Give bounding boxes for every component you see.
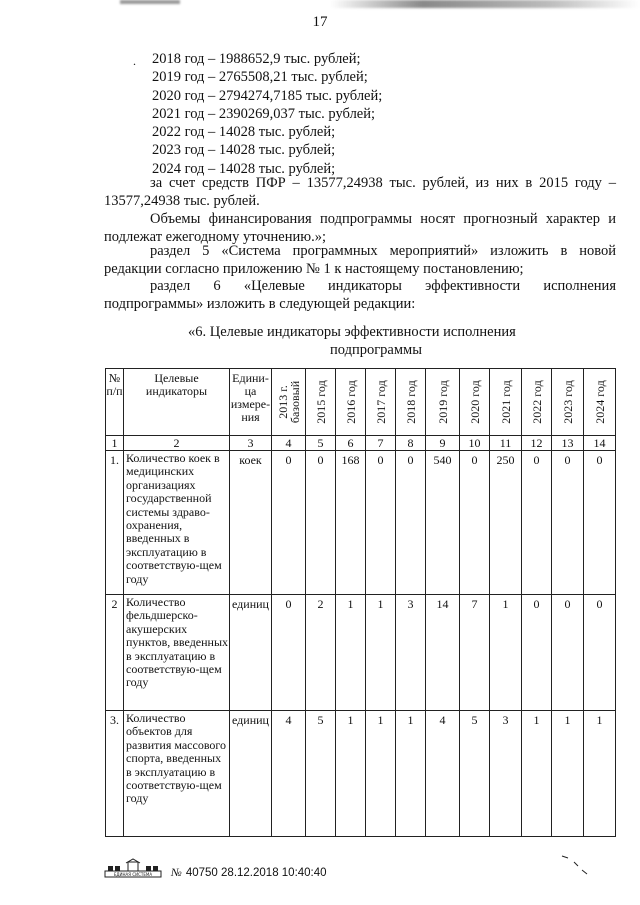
section-title-line: «6. Целевые индикаторы эффективности исполнения [188, 324, 516, 340]
row-indicator: Количество фельдшерско-акушерских пунктов, введенных в эксплуатацию в соответствую-щем году [124, 595, 230, 711]
registration-stamp-text [171, 867, 327, 879]
column-number: 11 [490, 436, 522, 451]
row-num: 1. [106, 451, 124, 595]
header-year-text: 2016 год [343, 380, 358, 424]
scan-artifact [330, 0, 640, 8]
row-unit: единиц [230, 711, 272, 837]
section5-paragraph [104, 242, 616, 278]
registration-datetime: 28.12.2018 10:40:40 [221, 867, 327, 879]
header-year [306, 369, 336, 436]
svg-text:ЕДИНАЯ СИСТЕМА: ЕДИНАЯ СИСТЕМА [113, 872, 153, 877]
column-number: 13 [552, 436, 584, 451]
registry-stamp-logo [104, 858, 162, 880]
row-value: 0 [272, 451, 306, 595]
row-value: 0 [552, 595, 584, 711]
row-value: 250 [490, 451, 522, 595]
row-value: 1 [366, 595, 396, 711]
list-item: 2019 год – 2765508,21 тыс. рублей; [152, 69, 368, 86]
forecast-paragraph [104, 210, 616, 246]
header-year [552, 369, 584, 436]
paragraph-line: подлежат ежегодному уточнению.»; [104, 229, 326, 245]
paragraph-line: редакции согласно приложению № 1 к настоящему постановлению; [104, 261, 524, 277]
header-year [460, 369, 490, 436]
header-year-text: 2021 год [498, 380, 513, 424]
row-value: 1 [396, 711, 426, 837]
list-item: 2018 год – 1988652,9 тыс. рублей; [152, 51, 361, 67]
row-value: 168 [336, 451, 366, 595]
scan-artifact [120, 0, 180, 4]
header-unit: Едини-ца измере-ния [230, 369, 272, 436]
row-value: 1 [336, 595, 366, 711]
row-value: 1 [336, 711, 366, 837]
header-year-text: 2020 год [467, 380, 482, 424]
row-value: 1 [366, 711, 396, 837]
row-value: 3 [396, 595, 426, 711]
header-year [366, 369, 396, 436]
header-indicator: Целевые индикаторы [124, 369, 230, 436]
header-year [336, 369, 366, 436]
row-value: 4 [426, 711, 460, 837]
header-year [272, 369, 306, 436]
list-item: 2021 год – 2390269,037 тыс. рублей; [152, 105, 376, 122]
header-year-text: 2023 год [560, 380, 575, 424]
row-value: 1 [552, 711, 584, 837]
row-num: 2 [106, 595, 124, 711]
list-item: 2020 год – 2794274,7185 тыс. рублей; [152, 87, 383, 104]
header-year [522, 369, 552, 436]
row-value: 1 [490, 595, 522, 711]
header-year [396, 369, 426, 436]
row-value: 0 [396, 451, 426, 595]
paragraph-line: подпрограммы» изложить в следующей редакции: [104, 296, 416, 312]
row-value: 14 [426, 595, 460, 711]
table-row [106, 595, 616, 711]
funding-by-year-list [152, 50, 382, 178]
section-title-line: подпрограммы [330, 342, 422, 358]
pen-mark [560, 852, 590, 876]
page-number: 17 [312, 14, 328, 30]
header-year-text: 2015 год [313, 380, 328, 424]
list-item: 2023 год – 14028 тыс. рублей; [152, 142, 336, 159]
row-value: 0 [366, 451, 396, 595]
table-header-row [106, 369, 616, 436]
row-value: 0 [584, 595, 616, 711]
table-row [106, 711, 616, 837]
row-value: 0 [522, 451, 552, 595]
row-value: 0 [272, 595, 306, 711]
row-value: 7 [460, 595, 490, 711]
header-num: № п/п [106, 369, 124, 436]
column-number: 4 [272, 436, 306, 451]
header-year-text: 2019 год [435, 380, 450, 424]
row-value: 0 [460, 451, 490, 595]
row-unit: единиц [230, 595, 272, 711]
column-number: 14 [584, 436, 616, 451]
paragraph-line: раздел 5 «Система программных мероприятий» изложить в новой [150, 243, 616, 259]
row-value: 1 [522, 711, 552, 837]
row-indicator: Количество коек в медицинских организациях государственной системы здраво-охранения, введенных в эксплуатацию в соответствую-щем году [124, 451, 230, 595]
row-num: 3. [106, 711, 124, 837]
paragraph-line: Объемы финансирования подпрограммы носят прогнозный характер и [150, 211, 616, 227]
paragraph-line: за счет средств ПФР – 13577,24938 тыс. рублей, из них в 2015 году – [150, 175, 616, 191]
paragraph-line: 13577,24938 тыс. рублей. [104, 193, 260, 209]
scan-dot: . [133, 54, 136, 68]
row-value: 5 [460, 711, 490, 837]
section6-paragraph [104, 277, 616, 313]
header-year-text: 2017 год [373, 380, 388, 424]
table-row [106, 451, 616, 595]
header-year-text: 2018 год [403, 380, 418, 424]
header-year [426, 369, 460, 436]
column-number: 9 [426, 436, 460, 451]
row-value: 540 [426, 451, 460, 595]
header-year-text: 2013 г. базовый [275, 380, 302, 424]
header-year [584, 369, 616, 436]
list-item: 2022 год – 14028 тыс. рублей; [152, 124, 336, 141]
column-number: 2 [124, 436, 230, 451]
column-number: 8 [396, 436, 426, 451]
column-number-row [106, 436, 616, 451]
row-value: 0 [584, 451, 616, 595]
row-value: 2 [306, 595, 336, 711]
column-number: 5 [306, 436, 336, 451]
column-number: 7 [366, 436, 396, 451]
row-value: 1 [584, 711, 616, 837]
row-value: 0 [552, 451, 584, 595]
row-value: 3 [490, 711, 522, 837]
pfr-funding-paragraph [104, 174, 616, 210]
column-number: 3 [230, 436, 272, 451]
header-year [490, 369, 522, 436]
row-indicator: Количество объектов для развития массового спорта, введенных в эксплуатацию в соответствую-щем году [124, 711, 230, 837]
column-number: 6 [336, 436, 366, 451]
column-number: 12 [522, 436, 552, 451]
column-number: 10 [460, 436, 490, 451]
paragraph-line: раздел 6 «Целевые индикаторы эффективности исполнения [150, 278, 616, 294]
row-value: 5 [306, 711, 336, 837]
row-value: 0 [306, 451, 336, 595]
doc-number-prefix: № [171, 867, 182, 879]
header-year-text: 2022 год [529, 380, 544, 424]
row-unit: коек [230, 451, 272, 595]
list-item: 2024 год – 14028 тыс. рублей; [152, 160, 336, 177]
doc-number: 40750 [185, 867, 218, 879]
header-year-text: 2024 год [592, 380, 607, 424]
indicators-table [105, 368, 616, 837]
row-value: 4 [272, 711, 306, 837]
row-value: 0 [522, 595, 552, 711]
column-number: 1 [106, 436, 124, 451]
